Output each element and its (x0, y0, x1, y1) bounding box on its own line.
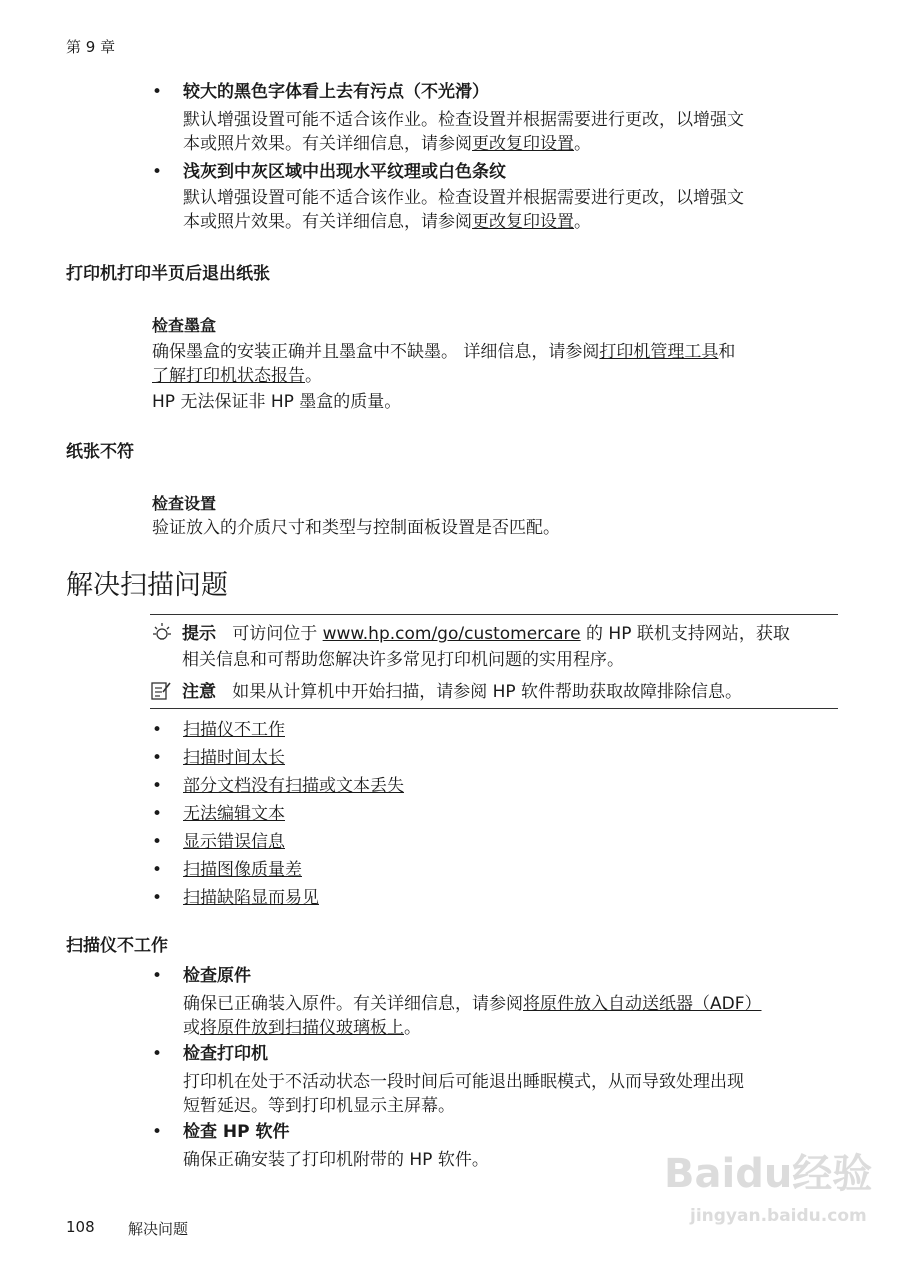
bullet-dot: • (152, 1122, 163, 1142)
bullet-body: 打印机在处于不活动状态一段时间后可能退出睡眠模式，从而导致处理出现 (183, 1072, 744, 1092)
bullet-dot: • (152, 720, 163, 740)
lightbulb-icon (150, 622, 174, 646)
section-heading: 纸张不符 (66, 442, 134, 462)
paragraph-line: HP 无法保证非 HP 墨盒的质量。 (152, 392, 402, 412)
chapter-label: 第 9 章 (66, 38, 116, 56)
note-label: 注意 (182, 682, 216, 702)
bullet-title: 检查打印机 (183, 1044, 268, 1064)
watermark-url: jingyan.baidu.com (690, 1206, 867, 1226)
divider (150, 708, 838, 709)
link-change-copy-settings[interactable]: 更改复印设置 (472, 212, 574, 232)
link-partial-scan[interactable]: 部分文档没有扫描或文本丢失 (183, 776, 404, 796)
note-line: 注意 如果从计算机中开始扫描，请参阅 HP 软件帮助获取故障排除信息。 (182, 682, 743, 702)
link-customercare[interactable]: www.hp.com/go/customercare (322, 624, 581, 644)
link-printer-management-tools[interactable]: 打印机管理工具 (599, 342, 719, 362)
bullet-dot: • (152, 162, 163, 182)
note-icon (150, 680, 172, 702)
bullet-body: 本或照片效果。有关详细信息，请参阅更改复印设置。 (183, 134, 591, 154)
footer-section: 解决问题 (128, 1220, 189, 1238)
divider (150, 614, 838, 615)
bullet-body: 本或照片效果。有关详细信息，请参阅更改复印设置。 (183, 212, 591, 232)
subheading: 检查设置 (152, 494, 217, 513)
bullet-dot: • (152, 832, 163, 852)
link-load-glass[interactable]: 将原件放到扫描仪玻璃板上 (200, 1018, 404, 1038)
bullet-dot: • (152, 966, 163, 986)
bullet-body: 默认增强设置可能不适合该作业。检查设置并根据需要进行更改，以增强文 (183, 110, 744, 130)
link-poor-image-quality[interactable]: 扫描图像质量差 (183, 860, 302, 880)
bullet-body: 默认增强设置可能不适合该作业。检查设置并根据需要进行更改，以增强文 (183, 188, 744, 208)
bullet-dot: • (152, 1044, 163, 1064)
bullet-title: 检查原件 (183, 966, 251, 986)
bullet-body: 确保正确安装了打印机附带的 HP 软件。 (183, 1150, 489, 1170)
link-load-adf[interactable]: 将原件放入自动送纸器（ADF） (523, 994, 762, 1014)
bullet-body: 短暂延迟。等到打印机显示主屏幕。 (183, 1096, 455, 1116)
tip-label: 提示 (182, 624, 216, 644)
bullet-title: 检查 HP 软件 (183, 1122, 290, 1142)
bullet-body: 确保已正确装入原件。有关详细信息，请参阅将原件放入自动送纸器（ADF） (183, 994, 762, 1014)
page-title: 解决扫描问题 (66, 570, 228, 601)
section-heading: 打印机打印半页后退出纸张 (66, 264, 270, 284)
link-cannot-edit-text[interactable]: 无法编辑文本 (183, 804, 285, 824)
tip-line: 相关信息和可帮助您解决许多常见打印机问题的实用程序。 (182, 650, 624, 670)
bullet-dot: • (152, 776, 163, 796)
link-change-copy-settings[interactable]: 更改复印设置 (472, 134, 574, 154)
paragraph-line: 验证放入的介质尺寸和类型与控制面板设置是否匹配。 (152, 518, 560, 538)
paragraph-line: 确保墨盒的安装正确并且墨盒中不缺墨。 详细信息，请参阅打印机管理工具和 (152, 342, 736, 362)
subheading: 检查墨盒 (152, 316, 217, 335)
link-scanner-not-working[interactable]: 扫描仪不工作 (183, 720, 285, 740)
bullet-title: 浅灰到中灰区域中出现水平纹理或白色条纹 (183, 162, 506, 182)
bullet-title: 较大的黑色字体看上去有污点（不光滑） (183, 82, 489, 102)
paragraph-line: 了解打印机状态报告。 (152, 366, 322, 386)
link-error-messages[interactable]: 显示错误信息 (183, 832, 285, 852)
page-number: 108 (66, 1218, 95, 1236)
link-scan-too-long[interactable]: 扫描时间太长 (183, 748, 285, 768)
bullet-dot: • (152, 748, 163, 768)
link-printer-status-report[interactable]: 了解打印机状态报告 (152, 366, 305, 386)
link-scan-defects[interactable]: 扫描缺陷显而易见 (183, 888, 319, 908)
bullet-dot: • (152, 860, 163, 880)
bullet-body: 或将原件放到扫描仪玻璃板上。 (183, 1018, 421, 1038)
bullet-dot: • (152, 804, 163, 824)
section-heading: 扫描仪不工作 (66, 936, 168, 956)
bullet-dot: • (152, 82, 163, 102)
watermark-logo: Baidu经验 (664, 1151, 873, 1197)
tip-line: 提示 可访问位于 www.hp.com/go/customercare 的 HP 联机支持网站，获取 (182, 624, 790, 644)
bullet-dot: • (152, 888, 163, 908)
